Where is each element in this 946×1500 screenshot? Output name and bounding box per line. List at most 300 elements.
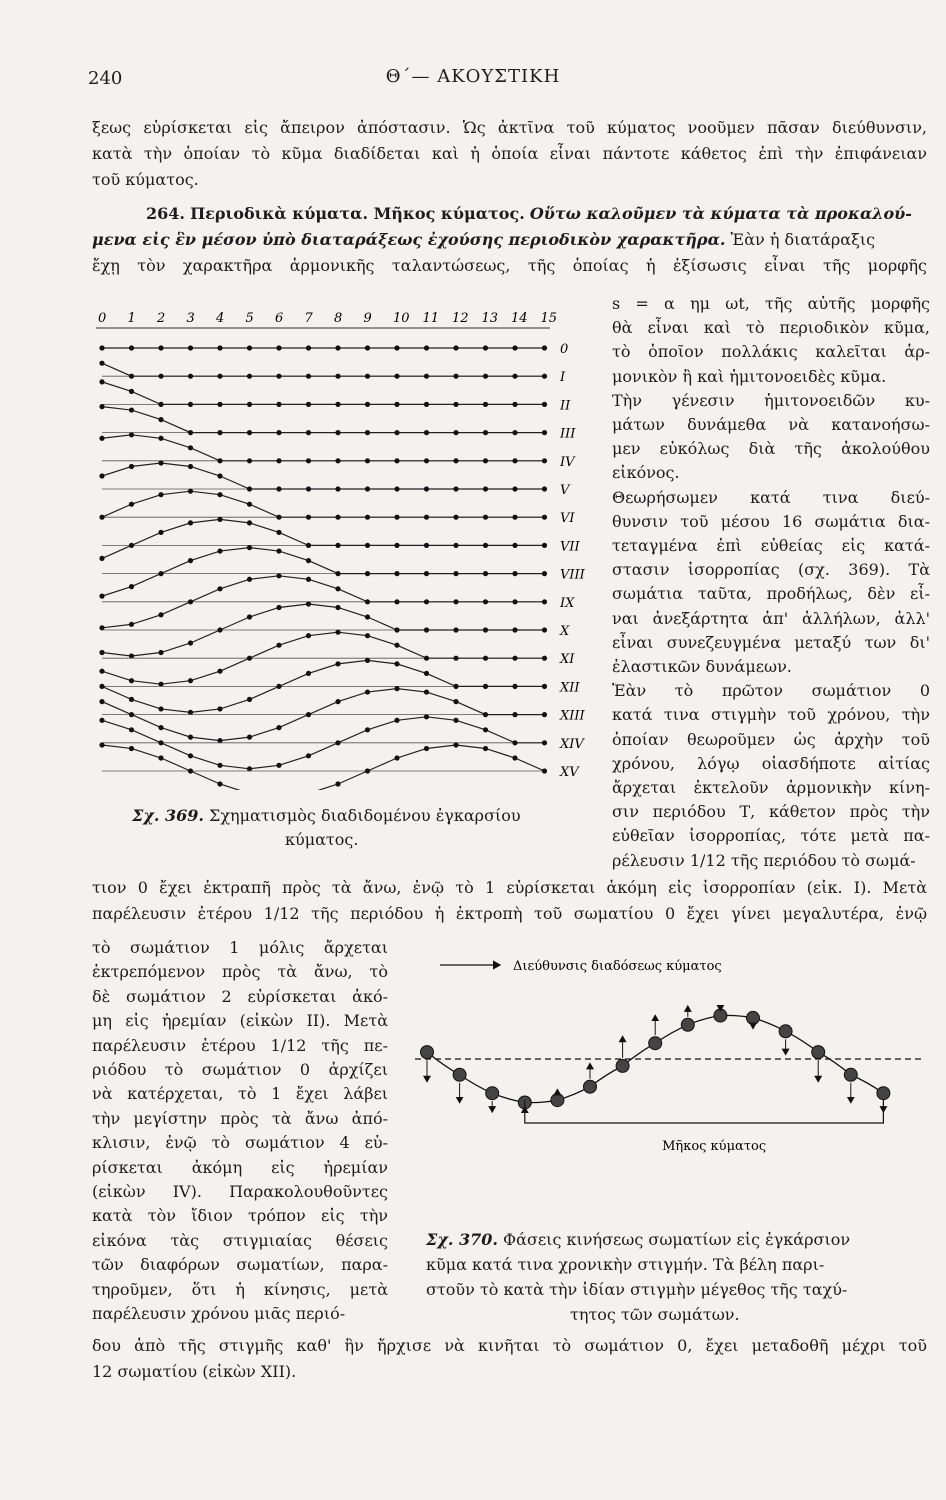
left-column-line-4: μη εἰς ἠρεμίαν (εἰκὼν II). Μετὰ — [92, 1011, 388, 1031]
particle-dot — [129, 712, 134, 717]
right-column-line-18: κατά τινα στιγμὴν τοῦ χρόνου, τὴν — [612, 705, 930, 725]
wave-row — [99, 489, 575, 527]
particle-dot — [158, 436, 163, 441]
fig370-caption-line-1 — [426, 1230, 850, 1250]
particle-dot — [129, 407, 134, 412]
particle-dot — [335, 630, 340, 635]
particle-dot — [99, 345, 104, 350]
particle-dot — [158, 755, 163, 760]
particle-dot — [483, 458, 488, 463]
particle-dot — [394, 430, 399, 435]
wave-row — [99, 686, 585, 743]
particle-dot — [681, 1018, 694, 1031]
particle-dot — [483, 746, 488, 751]
particle-dot — [453, 486, 458, 491]
particle-dot — [306, 430, 311, 435]
particle-dot — [542, 402, 547, 407]
particle-dot — [365, 727, 370, 732]
particle-dot — [512, 486, 517, 491]
wave-row — [99, 601, 570, 658]
particle-dot — [394, 571, 399, 576]
particle-dot — [247, 614, 252, 619]
particle-dot — [99, 742, 104, 747]
particle-dot — [276, 374, 281, 379]
particle-dot — [542, 627, 547, 632]
particle-dot — [394, 686, 399, 691]
figure-370 — [395, 945, 935, 1185]
particle-dot — [542, 374, 547, 379]
particle-dot — [306, 633, 311, 638]
particle-dot — [551, 1094, 564, 1107]
particle-dot — [188, 640, 193, 645]
particle-dot — [276, 430, 281, 435]
particle-dot — [247, 545, 252, 550]
particle-dot — [217, 548, 222, 553]
wave-curve — [102, 382, 545, 405]
particle-dot — [276, 573, 281, 578]
particle-dot — [335, 699, 340, 704]
particle-dot — [812, 1046, 825, 1059]
particle-dot — [424, 402, 429, 407]
particle-dot — [306, 577, 311, 582]
wavelength-label: Μῆκος κύματος — [662, 1139, 767, 1154]
right-column-line-21: ἄρχεται ἐκτελοῦν ἁρμονικὴν κίνη- — [612, 778, 930, 797]
wave-row — [99, 404, 576, 442]
particle-dot — [365, 345, 370, 350]
particle-dot — [512, 515, 517, 520]
particle-dot — [365, 374, 370, 379]
particle-dot — [129, 389, 134, 394]
particle-dot — [335, 402, 340, 407]
particle-dot — [747, 1011, 760, 1024]
particle-dot — [129, 345, 134, 350]
particle-label: 3 — [186, 311, 195, 326]
particle-dot — [217, 402, 222, 407]
particle-dot — [453, 458, 458, 463]
particle-dot — [483, 345, 488, 350]
particle-dot — [129, 697, 134, 702]
particle-dot — [335, 458, 340, 463]
particle-dot — [158, 417, 163, 422]
definition-part-1: Οὕτω καλοῦμεν τὰ κύματα τὰ προκαλού- — [529, 204, 912, 223]
particle-dot — [158, 374, 163, 379]
particle-dot — [453, 699, 458, 704]
right-column-line-2: θὰ εἶναι καὶ τὸ περιοδικὸν κῦμα, — [612, 318, 930, 338]
row-label: III — [560, 426, 576, 442]
particle-dot — [276, 402, 281, 407]
particle-dot — [453, 742, 458, 747]
particle-dot — [99, 473, 104, 478]
particle-dot — [247, 577, 252, 582]
particle-dot — [188, 430, 193, 435]
particle-dot — [158, 725, 163, 730]
particle-dot — [158, 612, 163, 617]
particle-dot — [542, 599, 547, 604]
particle-label: 6 — [275, 311, 284, 326]
particle-dot — [188, 753, 193, 758]
particle-dot — [306, 671, 311, 676]
particle-dot — [188, 599, 193, 604]
row-label: VIII — [560, 567, 585, 583]
particle-dot — [247, 402, 252, 407]
particle-dot — [424, 627, 429, 632]
particle-dot — [453, 571, 458, 576]
wave-row — [99, 361, 566, 386]
particle-dot — [542, 458, 547, 463]
particle-dot — [365, 458, 370, 463]
right-column-line-9: Θεωρήσωμεν κατά τινα διεύ- — [612, 487, 930, 507]
particle-dot — [217, 781, 222, 786]
particle-dot — [542, 740, 547, 745]
particle-dot — [483, 486, 488, 491]
wave-curve — [102, 519, 545, 558]
particle-dot — [365, 515, 370, 520]
particle-dot — [217, 763, 222, 768]
particle-dot — [365, 633, 370, 638]
left-column-line-10: ρίσκεται ἀκόμη εἰς ἠρεμίαν — [92, 1157, 388, 1177]
particle-dot — [306, 712, 311, 717]
particle-dot — [247, 430, 252, 435]
particle-label: 1 — [127, 311, 136, 326]
section-title: Περιοδικὰ κύματα. Μῆκος κύματος. — [190, 204, 525, 223]
wave-curve — [102, 435, 545, 461]
fig370-caption-line-4: τητος τῶν σωμάτων. — [570, 1305, 740, 1324]
particle-dot — [424, 689, 429, 694]
particle-dot — [394, 718, 399, 723]
particle-dot — [779, 1025, 792, 1038]
direction-label: Διεύθυνσις διαδόσεως κύματος — [513, 959, 722, 974]
particle-dot — [512, 345, 517, 350]
right-column-line-14: ναι ἀνεξάρτητα ἀπ' ἀλλήλων, ἀλλ' — [612, 608, 930, 628]
particle-dot — [714, 1009, 727, 1022]
particle-dot — [394, 661, 399, 666]
particle-dot — [394, 599, 399, 604]
particle-dot — [365, 658, 370, 663]
particle-dot — [512, 627, 517, 632]
wave-curve — [102, 548, 545, 597]
wave-row — [99, 517, 580, 561]
particle-dot — [217, 492, 222, 497]
particle-dot — [483, 402, 488, 407]
particle-dot — [365, 486, 370, 491]
particle-dot — [217, 627, 222, 632]
particle-dot — [512, 656, 517, 661]
left-column-line-16: παρέλευσιν χρόνου μιᾶς περιό- — [92, 1304, 346, 1323]
particle-dot — [483, 599, 488, 604]
particle-dot — [217, 706, 222, 711]
particle-label: 14 — [511, 311, 528, 326]
particle-dot — [335, 586, 340, 591]
particle-dot — [394, 458, 399, 463]
particle-dot — [453, 627, 458, 632]
right-column-line-6: μάτων δυνάμεθα νὰ κατανοήσω- — [612, 415, 930, 434]
particle-dot — [453, 515, 458, 520]
particle-dot — [483, 727, 488, 732]
particle-dot — [394, 402, 399, 407]
particle-dot — [276, 548, 281, 553]
left-column-line-14: τῶν διαφόρων σωματίων, παρα- — [92, 1255, 388, 1275]
fig369-caption-label: Σχ. 369. — [132, 806, 204, 825]
particle-dot — [335, 661, 340, 666]
particle-dot — [453, 345, 458, 350]
particle-dot — [394, 543, 399, 548]
particle-dot — [158, 706, 163, 711]
wave-row — [99, 573, 575, 630]
particle-label: 10 — [393, 311, 410, 326]
left-column-line-2: ἐκτρεπόμενον πρὸς τὰ ἄνω, τὸ — [92, 962, 388, 982]
right-column-line-17: Ἐὰν τὸ πρῶτον σωμάτιον 0 — [612, 681, 930, 701]
particle-dot — [276, 486, 281, 491]
particle-dot — [158, 530, 163, 535]
particle-dot — [424, 458, 429, 463]
particle-label: 4 — [216, 311, 225, 326]
particle-dot — [217, 430, 222, 435]
particle-label: 9 — [363, 311, 372, 326]
particle-dot — [99, 436, 104, 441]
particle-dot — [424, 486, 429, 491]
particle-dot — [188, 445, 193, 450]
particle-dot — [483, 684, 488, 689]
intro-line-3: τοῦ κύματος. — [92, 170, 199, 189]
particle-dot — [453, 543, 458, 548]
particle-dot — [512, 712, 517, 717]
section-number: 264. — [146, 204, 185, 223]
particle-dot — [158, 492, 163, 497]
page-number: 240 — [88, 68, 123, 89]
definition-tail: Ἐὰν ἡ διατάραξις — [730, 230, 876, 249]
particle-dot — [306, 558, 311, 563]
left-column-line-9: κλισιν, ἐνῷ τὸ σωμάτιον 4 εὑ- — [92, 1133, 388, 1153]
particle-dot — [276, 725, 281, 730]
particle-dot — [335, 740, 340, 745]
particle-dot — [129, 678, 134, 683]
particle-dot — [486, 1087, 499, 1100]
particle-dot — [335, 515, 340, 520]
row-label: I — [560, 370, 566, 386]
particle-dot — [188, 678, 193, 683]
particle-dot — [99, 361, 104, 366]
particle-dot — [276, 763, 281, 768]
right-column-line-19: ὁποίαν θεωροῦμεν ὡς ἀρχὴν τοῦ — [612, 729, 930, 749]
left-column-line-8: τὴν μεγίστην πρὸς τὰ ἄνω ἀπό- — [92, 1108, 388, 1128]
full-line-1: τιον 0 ἔχει ἐκτραπῆ πρὸς τὰ ἄνω, ἐνῷ τὸ 1 εὑρίσκεται ἀκόμη εἰς ἰσορροπίαν (εἰκ. I). Μετὰ — [92, 878, 927, 897]
particle-dot — [247, 345, 252, 350]
particle-dot — [512, 458, 517, 463]
particle-dot — [129, 727, 134, 732]
particle-dot — [394, 345, 399, 350]
particle-dot — [188, 735, 193, 740]
particle-label: 8 — [334, 311, 343, 326]
particle-dot — [99, 684, 104, 689]
left-column-line-7: νὰ κατέρχεται, τὸ 1 ἔχει λάβει — [92, 1084, 388, 1104]
full-line-2: παρέλευσιν ἑτέρου 1/12 τῆς περιόδου ἡ ἐκτροπὴ τοῦ σωματίου 0 ἔχει γίνει μεγαλυτέρα, ἐνῷ — [92, 904, 927, 923]
left-column-line-12: κατὰ τὸν ἴδιον τρόπον εἰς τὴν — [92, 1206, 388, 1226]
particle-dot — [247, 374, 252, 379]
row-label: VII — [560, 539, 580, 555]
left-column-line-13: εἰκόνα τὰς στιγμιαίας θέσεις — [92, 1230, 388, 1250]
particle-dot — [542, 712, 547, 717]
particle-dot — [512, 740, 517, 745]
wave-row — [99, 342, 568, 357]
particle-dot — [365, 689, 370, 694]
particle-dot — [542, 515, 547, 520]
particle-dot — [394, 374, 399, 379]
particle-dot — [542, 656, 547, 661]
right-column-line-12: στασιν ἰσορροπίας (σχ. 369). Τὰ — [612, 560, 930, 580]
particle-dot — [158, 402, 163, 407]
particle-dot — [99, 404, 104, 409]
particle-dot — [99, 556, 104, 561]
row-label: IX — [560, 595, 575, 611]
particle-label: 7 — [304, 311, 313, 326]
particle-dot — [306, 345, 311, 350]
row-label: VI — [560, 511, 575, 527]
particle-dot — [306, 543, 311, 548]
particle-dot — [158, 650, 163, 655]
row-label: V — [560, 483, 570, 498]
particle-dot — [483, 571, 488, 576]
row-label: X — [560, 624, 570, 639]
particle-dot — [483, 712, 488, 717]
particle-dot — [512, 684, 517, 689]
particle-dot — [306, 515, 311, 520]
particle-dot — [129, 622, 134, 627]
particle-dot — [217, 517, 222, 522]
particle-label: 13 — [481, 311, 499, 326]
intro-line-2: κατὰ τὴν ὁποίαν τὸ κῦμα διαδίδεται καὶ ἡ ὁποία εἶναι πάντοτε κάθετος ἐπὶ τὴν ἐπιφάνειαν — [92, 144, 927, 163]
particle-dot — [276, 515, 281, 520]
particle-dot — [365, 768, 370, 773]
particle-dot — [247, 520, 252, 525]
particle-dot — [188, 768, 193, 773]
fig370-caption-text: Φάσεις κινήσεως σωματίων εἰς ἐγκάρσιον — [503, 1230, 851, 1249]
left-column-line-3: δὲ σωμάτιον 2 εὑρίσκεται ἀκό- — [92, 986, 388, 1006]
particle-dot — [424, 543, 429, 548]
particle-dot — [158, 740, 163, 745]
right-column-line-11: τεταγμένα ἐπὶ εὐθείας εἰς κατά- — [612, 536, 930, 555]
right-column-line-15: εἶναι συνεζευγμένα μεταξύ των δι' — [612, 632, 930, 652]
particle-dot — [129, 543, 134, 548]
particle-dot — [453, 374, 458, 379]
particle-dot — [99, 669, 104, 674]
particle-dot — [217, 374, 222, 379]
particle-dot — [276, 684, 281, 689]
particle-dot — [247, 656, 252, 661]
row-label: II — [560, 398, 571, 414]
particle-dot — [335, 605, 340, 610]
particle-dot — [306, 601, 311, 606]
wave-row — [99, 379, 571, 413]
particle-dot — [99, 594, 104, 599]
fig370-caption-line-3: στοῦν τὸ κατὰ τὴν ἰδίαν στιγμὴν μέγεθος τῆς ταχύ- — [426, 1280, 848, 1299]
particle-dot — [365, 402, 370, 407]
particle-dot — [394, 755, 399, 760]
particle-dot — [276, 345, 281, 350]
particle-dot — [306, 458, 311, 463]
particle-dot — [365, 571, 370, 576]
particle-dot — [306, 374, 311, 379]
row-label: XIV — [560, 736, 584, 752]
particle-dot — [217, 586, 222, 591]
wave-curve — [102, 491, 545, 517]
particle-dot — [247, 697, 252, 702]
particle-dot — [99, 699, 104, 704]
particle-dot — [188, 489, 193, 494]
wave-curve — [102, 363, 545, 376]
row-label: 0 — [560, 342, 569, 357]
particle-dot — [247, 735, 252, 740]
wave-curve — [102, 463, 545, 489]
particle-dot — [394, 515, 399, 520]
particle-dot — [129, 502, 134, 507]
fig369-caption-text: Σχηματισμὸς διαδιδομένου ἐγκαρσίου — [209, 806, 521, 825]
particle-dot — [421, 1046, 434, 1059]
particle-dot — [542, 430, 547, 435]
right-column-line-8: εἰκόνος. — [612, 463, 680, 483]
particle-dot — [365, 430, 370, 435]
fig369-caption-line-1 — [132, 806, 521, 826]
particle-dot — [877, 1087, 890, 1100]
particle-dot — [335, 543, 340, 548]
right-column-line-5: Τὴν γένεσιν ἡμιτονοειδῶν κυ- — [612, 390, 930, 410]
particle-label: 0 — [98, 311, 107, 326]
particle-dot — [424, 430, 429, 435]
particle-dot — [453, 599, 458, 604]
particle-dot — [306, 486, 311, 491]
particle-dot — [542, 543, 547, 548]
particle-dot — [99, 718, 104, 723]
particle-dot — [542, 571, 547, 576]
particle-dot — [306, 753, 311, 758]
particle-dot — [335, 345, 340, 350]
right-column-line-22: σιν περιόδου Τ, κάθετον πρὸς τὴν — [612, 802, 930, 822]
row-label: XI — [560, 652, 575, 668]
particle-dot — [158, 460, 163, 465]
row-label: XIII — [560, 708, 585, 724]
particle-dot — [129, 584, 134, 589]
row-label: XV — [560, 765, 579, 780]
wave-row — [99, 742, 580, 790]
definition-line-2 — [92, 230, 875, 250]
particle-dot — [99, 379, 104, 384]
particle-dot — [217, 345, 222, 350]
right-column-line-4: μονικὸν ἢ καὶ ἡμιτονοειδὲς κῦμα. — [612, 366, 887, 386]
particle-dot — [188, 374, 193, 379]
particle-dot — [99, 650, 104, 655]
particle-dot — [129, 746, 134, 751]
particle-label: 2 — [157, 311, 166, 326]
particle-dot — [453, 718, 458, 723]
wave-row — [99, 630, 575, 687]
particle-dot — [453, 1068, 466, 1081]
particle-dot — [335, 430, 340, 435]
definition-part-2: μενα εἰς ἓν μέσον ὑπὸ διαταράξεως ἐχούσης περιοδικὸν χαρακτῆρα. — [92, 230, 726, 249]
particle-dot — [129, 432, 134, 437]
right-column-line-23: εὐθεῖαν ἰσορροπίας, τότε μετὰ πα- — [612, 826, 930, 846]
row-label: IV — [560, 454, 575, 470]
particle-dot — [394, 486, 399, 491]
particle-dot — [844, 1068, 857, 1081]
particle-dot — [158, 571, 163, 576]
particle-dot — [129, 374, 134, 379]
particle-dot — [276, 458, 281, 463]
particle-dot — [247, 458, 252, 463]
particle-dot — [512, 402, 517, 407]
particle-dot — [217, 458, 222, 463]
particle-dot — [424, 671, 429, 676]
particle-dot — [247, 486, 252, 491]
particle-dot — [129, 464, 134, 469]
